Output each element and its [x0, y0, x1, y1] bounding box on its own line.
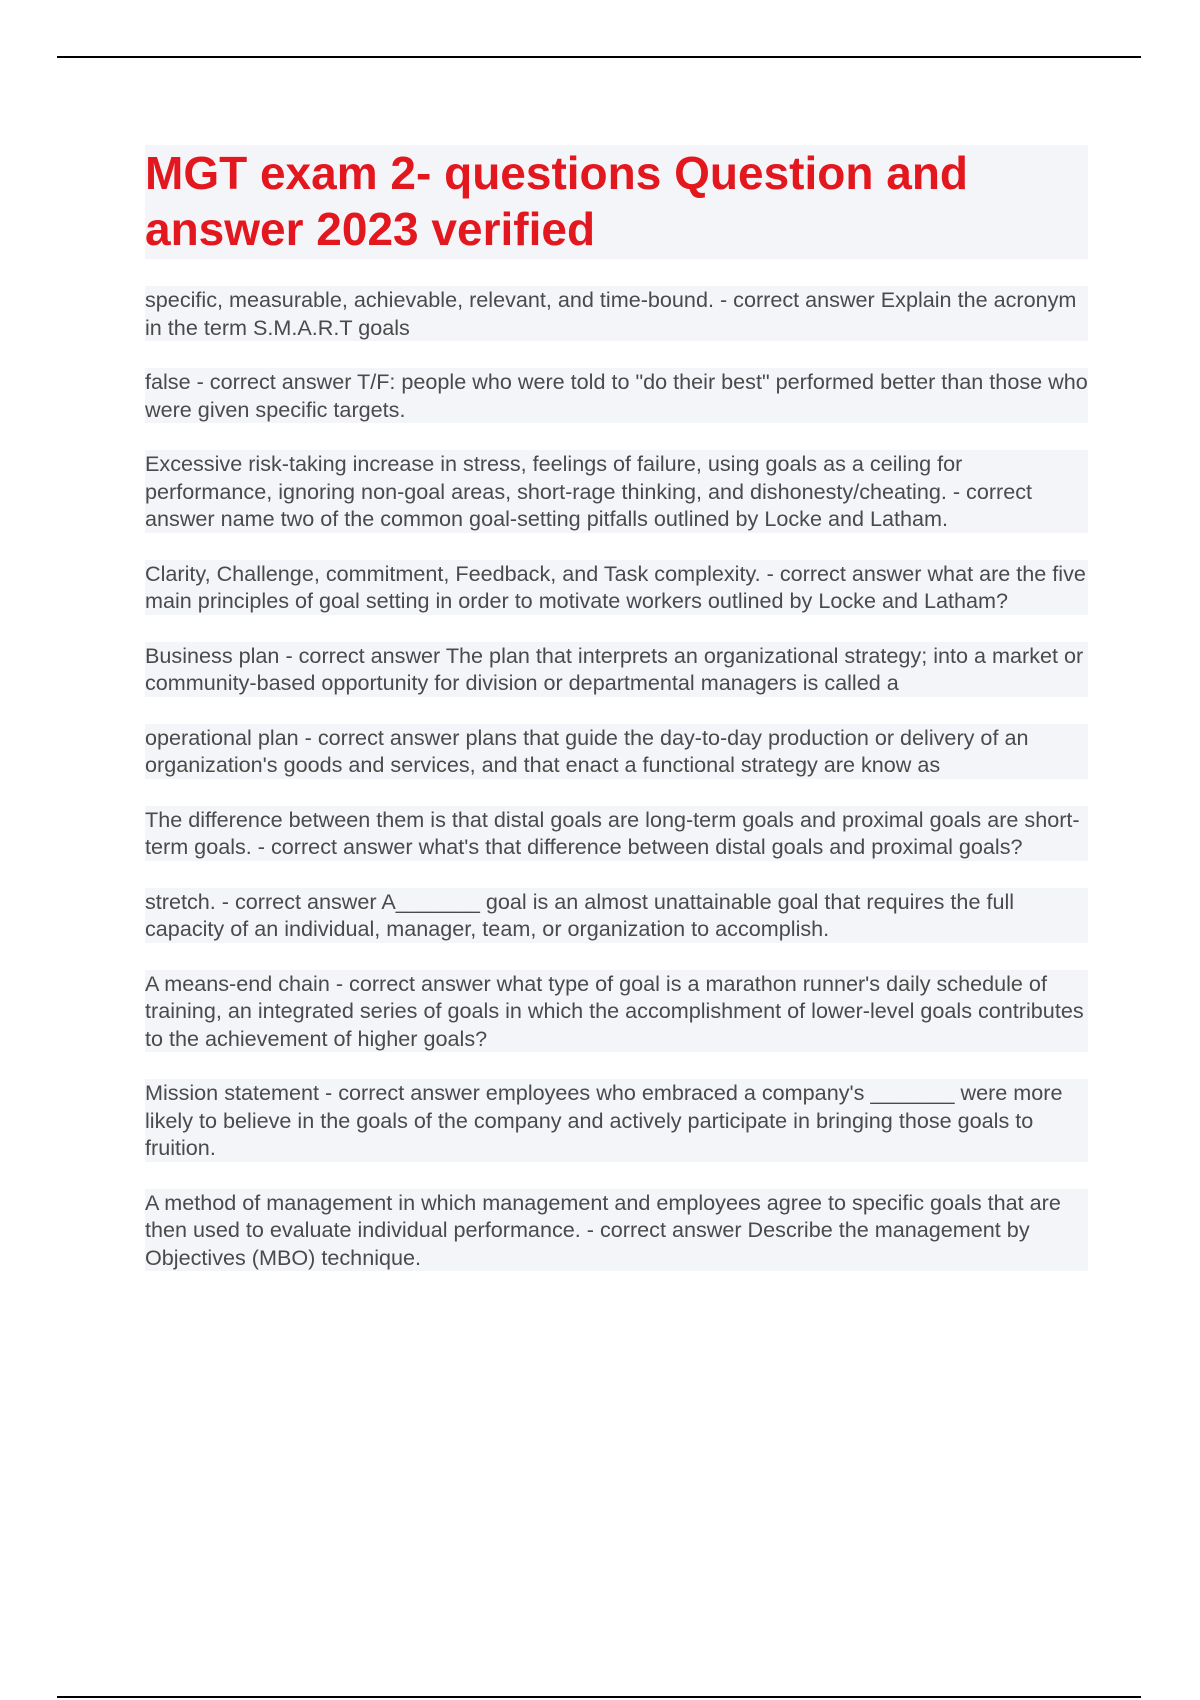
qa-entry-3: Excessive risk-taking increase in stress, feelings of failure, using goals as a ceiling for performance, ignoring non-goal areas, short-rage thinking, and dishonesty/cheating. - correct answer name two of the common goal-setting pitfalls outlined by Locke and Latham.	[145, 450, 1088, 533]
bottom-rule	[57, 1696, 1141, 1698]
qa-entry-1: specific, measurable, achievable, relevant, and time-bound. - correct answer Explain the acronym in the term S.M.A.R.T goals	[145, 286, 1088, 341]
qa-entry-4: Clarity, Challenge, commitment, Feedback, and Task complexity. - correct answer what are the five main principles of goal setting in order to motivate workers outlined by Locke and Latham?	[145, 560, 1088, 615]
document-body	[145, 145, 1088, 1298]
top-rule	[57, 56, 1141, 58]
title-block	[145, 145, 1088, 259]
qa-entry-10: Mission statement - correct answer employees who embraced a company's _______ were more likely to believe in the goals of the company and actively participate in bringing those goals to fruition.	[145, 1079, 1088, 1162]
qa-entry-11: A method of management in which management and employees agree to specific goals that are then used to evaluate individual performance. - correct answer Describe the management by Objectives (MBO) technique.	[145, 1189, 1088, 1272]
qa-entry-5: Business plan - correct answer The plan that interprets an organizational strategy; into a market or community-based opportunity for division or departmental managers is called a	[145, 642, 1088, 697]
qa-entry-8: stretch. - correct answer A_______ goal is an almost unattainable goal that requires the full capacity of an individual, manager, team, or organization to accomplish.	[145, 888, 1088, 943]
document-title: MGT exam 2- questions Question and answer 2023 verified	[145, 147, 969, 255]
qa-entry-9: A means-end chain - correct answer what type of goal is a marathon runner's daily schedule of training, an integrated series of goals in which the accomplishment of lower-level goals contributes to the achievement of higher goals?	[145, 970, 1088, 1053]
qa-entry-6: operational plan - correct answer plans that guide the day-to-day production or delivery of an organization's goods and services, and that enact a functional strategy are know as	[145, 724, 1088, 779]
qa-entry-2: false - correct answer T/F: people who were told to "do their best" performed better than those who were given specific targets.	[145, 369, 1088, 422]
qa-entry-7: The difference between them is that distal goals are long-term goals and proximal goals are short-term goals. - correct answer what's that difference between distal goals and proximal goals?	[145, 806, 1088, 861]
